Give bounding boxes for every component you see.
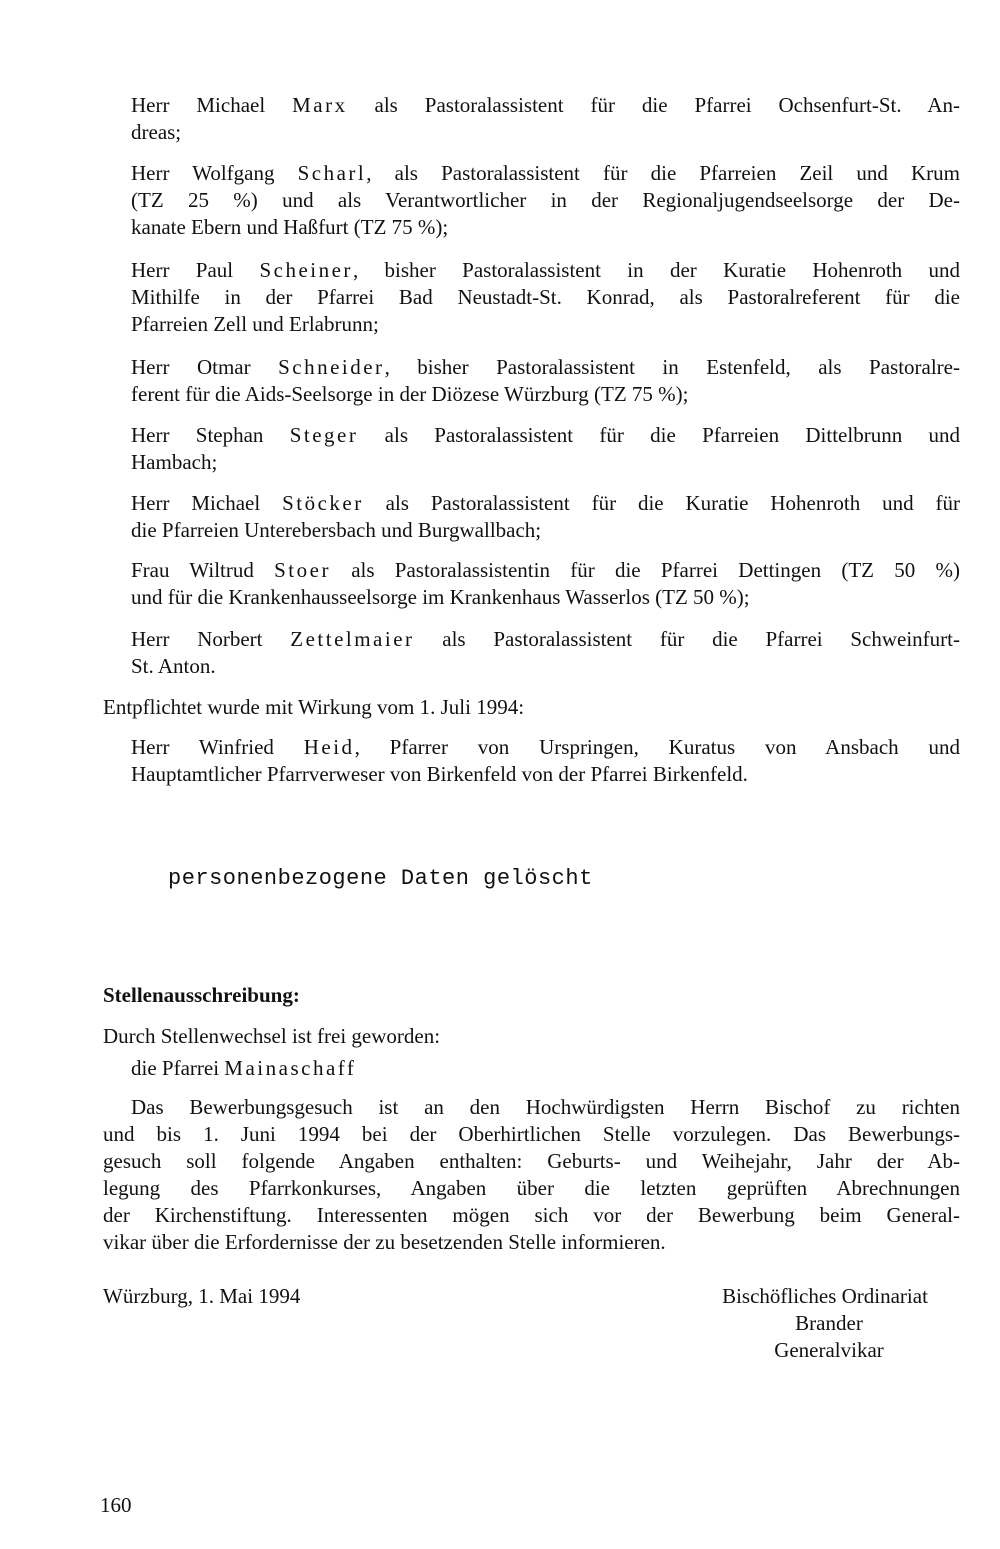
- signature-institution: Bischöfliches Ordinariat: [722, 1284, 928, 1308]
- place-date: Würzburg, 1. Mai 1994: [103, 1284, 301, 1308]
- entry-text: , Pfarrer von Urspringen, Kuratus von Ansbach und: [354, 735, 960, 759]
- entry-surname: Marx: [292, 93, 348, 117]
- entry-text: als Pastoralassistent für die Pfarrei Ochsenfurt-St. An-: [347, 93, 960, 117]
- entry-text: als Pastoralassistent für die Kuratie Hohenroth und für: [363, 491, 960, 515]
- appointment-entry: [131, 92, 960, 146]
- entry-prefix: Herr Stephan: [131, 423, 290, 447]
- entry-text: als Pastoralassistent für die Pfarrei Schweinfurt-: [414, 627, 960, 651]
- release-intro: Entpflichtet wurde mit Wirkung vom 1. Juli 1994:: [103, 695, 525, 719]
- entry-surname: Scharl: [297, 161, 367, 185]
- entry-surname: Schneider: [278, 355, 385, 379]
- signature-title: Generalvikar: [774, 1338, 884, 1362]
- entry-prefix: Herr Wolfgang: [131, 161, 298, 185]
- entry-prefix: Frau Wiltrud: [131, 558, 275, 582]
- entry-line: Hauptamtlicher Pfarrverweser von Birkenfeld von der Pfarrei Birkenfeld.: [131, 762, 748, 786]
- body-line: vikar über die Erfordernisse der zu besetzenden Stelle informieren.: [103, 1230, 666, 1254]
- entry-surname: Heid: [303, 735, 355, 759]
- entry-prefix: Herr Michael: [131, 491, 283, 515]
- signature-name: Brander: [795, 1311, 863, 1335]
- body-line: Das Bewerbungsgesuch ist an den Hochwürdigsten Herrn Bischof zu richten: [131, 1095, 960, 1119]
- entry-prefix: Herr Paul: [131, 258, 260, 282]
- page-number: 160: [100, 1493, 132, 1517]
- entry-line: und für die Krankenhausseelsorge im Krankenhaus Wasserlos (TZ 50 %);: [131, 585, 750, 609]
- entry-prefix: Herr Otmar: [131, 355, 279, 379]
- entry-line: die Pfarreien Unterebersbach und Burgwallbach;: [131, 518, 542, 542]
- entry-line: kanate Ebern und Haßfurt (TZ 75 %);: [131, 215, 449, 239]
- entry-prefix: Herr Winfried: [131, 735, 304, 759]
- entry-text: , als Pastoralassistent für die Pfarreien Zeil und Krum: [366, 161, 960, 185]
- section-heading: Stellenausschreibung:: [103, 983, 300, 1007]
- vacancy-parish: [131, 1055, 356, 1082]
- entry-surname: Steger: [289, 423, 359, 447]
- parish-prefix: die Pfarrei: [131, 1056, 225, 1080]
- vacancy-intro: Durch Stellenwechsel ist frei geworden:: [103, 1024, 441, 1048]
- parish-name: Mainaschaff: [224, 1056, 357, 1080]
- entry-line: Mithilfe in der Pfarrei Bad Neustadt-St. Konrad, als Pastoralreferent für die: [131, 285, 960, 309]
- entry-text: , bisher Pastoralassistent in der Kuratie Hohenroth und: [352, 258, 960, 282]
- vacancy-body: [103, 1094, 960, 1256]
- entry-surname: Stöcker: [282, 491, 364, 515]
- entry-surname: Zettelmaier: [290, 627, 415, 651]
- appointment-entry: [131, 490, 960, 544]
- entry-line: St. Anton.: [131, 654, 216, 678]
- appointment-entry: [131, 557, 960, 611]
- appointment-entry: [131, 422, 960, 476]
- entry-line: Pfarreien Zell und Erlabrunn;: [131, 312, 379, 336]
- entry-text: , bisher Pastoralassistent in Estenfeld, als Pastoralre-: [384, 355, 960, 379]
- redaction-note: personenbezogene Daten gelöscht: [168, 866, 593, 891]
- appointment-entry: [131, 160, 960, 241]
- body-line: legung des Pfarrkonkurses, Angaben über die letzten geprüften Abrechnungen: [103, 1176, 960, 1200]
- entry-prefix: Herr Norbert: [131, 627, 291, 651]
- entry-text: als Pastoralassistent für die Pfarreien Dittelbrunn und: [358, 423, 960, 447]
- entry-line: (TZ 25 %) und als Verantwortlicher in der Regionaljugendseelsorge der De-: [131, 188, 960, 212]
- appointment-entry: [131, 354, 960, 408]
- entry-line: Hambach;: [131, 450, 218, 474]
- signature-block: [690, 1283, 960, 1364]
- entry-line: dreas;: [131, 120, 182, 144]
- entry-surname: Stoer: [274, 558, 331, 582]
- body-line: gesuch soll folgende Angaben enthalten: Geburts- und Weihejahr, Jahr der Ab-: [103, 1149, 960, 1173]
- release-entry: [131, 734, 960, 788]
- entry-surname: Scheiner: [259, 258, 353, 282]
- body-line: und bis 1. Juni 1994 bei der Oberhirtlichen Stelle vorzulegen. Das Bewerbungs-: [103, 1122, 960, 1146]
- entry-text: als Pastoralassistentin für die Pfarrei Dettingen (TZ 50 %): [330, 558, 961, 582]
- appointment-entry: [131, 626, 960, 680]
- entry-prefix: Herr Michael: [131, 93, 293, 117]
- entry-line: ferent für die Aids-Seelsorge in der Diözese Würzburg (TZ 75 %);: [131, 382, 689, 406]
- body-line: der Kirchenstiftung. Interessenten mögen sich vor der Bewerbung beim General-: [103, 1203, 960, 1227]
- appointment-entry: [131, 257, 960, 338]
